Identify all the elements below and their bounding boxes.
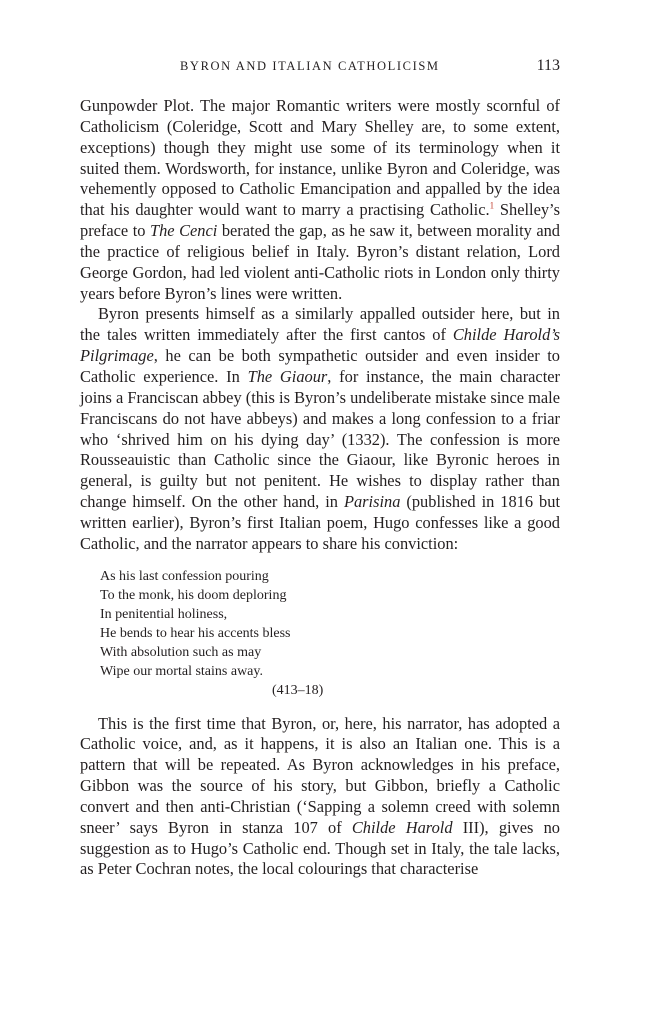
page-number: 113 bbox=[536, 57, 560, 74]
verse-line: In penitential holiness, bbox=[100, 606, 228, 622]
running-title: BYRON AND ITALIAN CATHOLICISM bbox=[180, 59, 440, 73]
verse-line: To the monk, his doom deploring bbox=[100, 587, 287, 603]
verse-line-reference: (413–18) bbox=[272, 682, 324, 698]
text-run: Byron presents himself as a similarly appalled outsider here, but in the tales written immediately after the first cantos of bbox=[80, 304, 560, 345]
verse-quotation bbox=[100, 567, 560, 700]
paragraph-2 bbox=[80, 304, 560, 554]
paragraph-1 bbox=[80, 96, 560, 304]
title-childe-harold: Childe Harold bbox=[351, 817, 453, 837]
paragraph-3 bbox=[80, 714, 560, 881]
text-run: Shelley’s preface to bbox=[80, 200, 560, 241]
verse-line: Wipe our mortal stains away. bbox=[100, 663, 263, 679]
verse-line: As his last confession pouring bbox=[100, 568, 269, 584]
text-run: Gunpowder Plot. The major Romantic writers were mostly scornful of Catholicism (Coleridge, Scott and Mary Shelley are, to some extent, exceptions) though they might use some of its terminology when it suited them. Wordsworth, for instance, unlike Byron and Coleridge, was vehemently opposed to Catholic Emancipation and appalled by the idea that his daughter would want to marry a practising Catholic. bbox=[80, 96, 560, 220]
running-head bbox=[80, 57, 560, 79]
footnote-marker[interactable]: 1 bbox=[489, 200, 495, 211]
text-run: This is the first time that Byron, or, here, his narrator, has adopted a Catholic voice, and, as it happens, it is also an Italian one. This is a pattern that will be repeated. As Byron acknowledges in his preface, Gibbon was the source of his story, but Gibbon, briefly a Catholic convert and then anti-Christian (‘Sapping a solemn creed with solemn sneer’ says Byron in stanza 107 of bbox=[80, 713, 560, 837]
text-run: , for instance, the main character joins a Franciscan abbey (this is Byron’s undeliberate mistake since male Franciscans do not have abbeys) and makes a long confession to a friar who ‘shrived him on his dying day’ (1332). The confession is more Rousseauistic than Catholic since the Giaour, like Byronic heroes in general, is guilty but not penitent. He wishes to display rather than change himself. On the other hand, in bbox=[80, 366, 560, 512]
title-parisina: Parisina bbox=[343, 492, 401, 512]
text-run: berated the gap, as he saw it, between morality and the practice of religious belief in Italy. Byron’s distant relation, Lord George Gordon, had led violent anti-Catholic riots in London only thirty years before Byron’s lines were written. bbox=[80, 221, 561, 303]
title-the-giaour: The Giaour bbox=[247, 366, 328, 386]
body-text bbox=[80, 96, 560, 880]
verse-line: He bends to hear his accents bless bbox=[100, 625, 291, 641]
title-childe-harolds-pilgrimage: Childe Harold’s Pilgrimage bbox=[80, 325, 560, 366]
title-the-cenci: The Cenci bbox=[149, 221, 218, 241]
text-run: (published in 1816 but written earlier), Byron’s first Italian poem, Hugo confesses like a good Catholic, and the narrator appears to share his conviction: bbox=[80, 492, 560, 553]
text-run: , he can be both sympathetic outsider and even insider to Catholic experience. In bbox=[80, 346, 560, 386]
verse-line: With absolution such as may bbox=[100, 644, 262, 660]
text-run: III), gives no suggestion as to Hugo’s Catholic end. Though set in Italy, the tale lacks, as Peter Cochran notes, the local colourings that characterise bbox=[80, 817, 560, 879]
